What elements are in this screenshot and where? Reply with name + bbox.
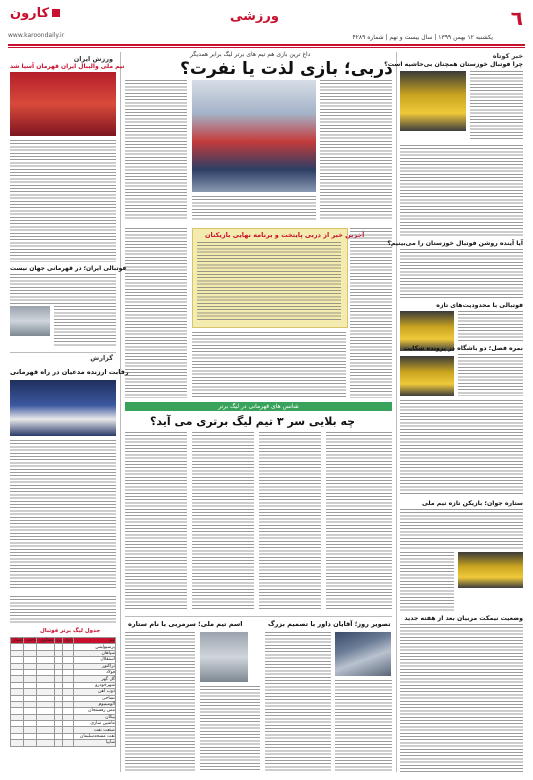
coach-portrait <box>200 632 248 682</box>
center-article-text-2 <box>320 80 392 220</box>
league-table-title: جدول لیگ برتر فوتبال <box>40 628 101 634</box>
right-article-text-7 <box>400 509 523 549</box>
highlight-box-text <box>197 242 341 322</box>
right-sub5: وضعیت نیمکت مربیان بعد از هفته جدید <box>404 615 523 622</box>
action-photo <box>458 552 523 588</box>
column-divider <box>120 52 121 772</box>
right-sub4: ستاره جوان؛ بازیکن تازه تیم ملی <box>421 500 523 507</box>
main-headline: دربی؛ بازی لذت یا نفرت؟ <box>180 59 393 79</box>
second-headline: چه بلایی سر ۳ تیم لیگ برتری می آید؟ <box>150 415 356 428</box>
green-banner: شانس های قهرمانی در لیگ برتر <box>125 402 392 411</box>
right-article-text <box>470 71 523 141</box>
right-article-text-5 <box>458 354 523 396</box>
team-cell: تیم <box>74 638 116 644</box>
center-article-text <box>125 80 187 220</box>
left-subhead: فوتبالی ایران؛ در قهرمانی جهان نیست <box>10 265 127 272</box>
header-rule <box>8 44 525 46</box>
right-article-text-8 <box>400 552 454 612</box>
right-sub2: فوتبالی با محدودیت‌های تازه <box>436 302 523 309</box>
left-article-text <box>10 140 116 262</box>
main-kicker: داغ ترین بازی هم تیم های برتر لیگ برابر همدیگر <box>190 51 311 58</box>
table-row <box>11 740 116 746</box>
second-article-text <box>125 432 187 610</box>
newspaper-logo: کارون <box>10 6 60 21</box>
logo-mark-icon <box>52 9 60 17</box>
team-cell: آلومینیوم <box>74 701 116 707</box>
center-caption-text <box>192 196 316 220</box>
left-article-text-5 <box>10 596 116 624</box>
stat-cell: مساوی <box>37 638 54 644</box>
column-divider <box>396 52 397 772</box>
team-cell: تراکتور <box>74 663 116 669</box>
stat-cell: برد <box>56 638 62 644</box>
team-cell: سپاهان <box>74 650 116 656</box>
left-article-text-4 <box>10 440 116 590</box>
right-sub1: آیا آینده روشن فوتبال خوزستان را می‌بینیم؟ <box>387 240 523 247</box>
center-rule <box>125 616 392 617</box>
team-cell: نساجی <box>74 695 116 701</box>
dateline: یکشنبه ۱۲ بهمن ۱۳۹۹ | سال بیست و نهم | شماره ۴۲۸۹ <box>352 34 493 41</box>
team-cell: صنعت نفت <box>74 727 116 733</box>
sub-article-left-text-2 <box>200 686 260 772</box>
left-mid-headline: رقابت ارزنده مدعیان در راه قهرمانی <box>10 368 129 376</box>
right-article-text-4 <box>458 311 523 341</box>
team-cell: پرسپولیس <box>74 644 116 650</box>
team-photo <box>10 380 116 436</box>
team-cell: فولاد <box>74 669 116 675</box>
left-mid-label: گزارش <box>90 354 113 362</box>
stat-cell: امتیاز <box>11 638 24 644</box>
team-yellow-photo <box>400 71 466 131</box>
sub-article-right-text <box>265 632 331 772</box>
team-cell: استقلال <box>74 657 116 663</box>
highlight-box-title: آخرین خبر از دربی پایتخت و برنامه نهایی بازیکنان <box>205 231 365 239</box>
team-cell: نفت مسجدسلیمان <box>74 733 116 739</box>
second-article-text-2 <box>192 432 254 610</box>
sub-article-right-title: تصویر روز؛ آقایان داور با تصمیم بزرگ <box>268 620 391 628</box>
right-top-label: خبر کوتاه <box>492 52 523 60</box>
team-cell: پیکان <box>74 714 116 720</box>
right-top-headline: چرا فوتبال خوزستان همچنان بی‌حاشیه است؟ <box>384 61 523 68</box>
section-title: ورزشی <box>230 9 279 24</box>
center-article-text-3 <box>125 228 187 398</box>
right-sub3: نمره فصل؛ دو باشگاه در پرونده شکایت <box>403 345 523 352</box>
team-cell: مس رفسنجان <box>74 708 116 714</box>
team-cell: ماشین سازی <box>74 721 116 727</box>
team-cell: شهرخودرو <box>74 682 116 688</box>
stat-cell <box>62 740 73 746</box>
left-article-text-2 <box>10 274 116 304</box>
left-top-headline: تیم ملی والیبال ایران قهرمان آسیا شد <box>10 63 125 70</box>
sub-article-right-text-2 <box>335 680 392 772</box>
stat-cell <box>24 740 37 746</box>
right-article-text-3 <box>400 249 523 299</box>
league-table <box>10 637 116 747</box>
right-article-text-9 <box>400 624 523 772</box>
left-article-text-3 <box>54 306 116 346</box>
stat-cell <box>11 740 24 746</box>
team-cell: ذوب آهن <box>74 689 116 695</box>
center-article-text-5 <box>192 332 346 398</box>
page-number: ٦ <box>510 6 523 30</box>
match-photo <box>400 356 454 396</box>
header-rule-thin <box>8 47 525 48</box>
team-cell: گل گهر <box>74 676 116 682</box>
referee-photo <box>335 632 391 676</box>
stat-cell <box>37 740 54 746</box>
right-article-text-6 <box>400 400 523 496</box>
stat-cell: باخت <box>24 638 37 644</box>
second-article-text-3 <box>259 432 321 610</box>
derby-match-photo <box>192 80 316 192</box>
left-rule <box>10 352 116 353</box>
stat-cell: بازی <box>62 638 73 644</box>
sub-article-left-title: اسم تیم ملی؛ سرمربی با نام ستاره <box>128 620 243 628</box>
center-article-text-4 <box>350 228 392 398</box>
player-portrait <box>10 306 50 336</box>
site-url[interactable]: www.karoondaily.ir <box>8 32 65 39</box>
stat-cell <box>54 740 62 746</box>
right-article-text-2 <box>400 145 523 237</box>
volleyball-photo <box>10 72 116 136</box>
sub-article-left-text <box>125 632 195 772</box>
second-article-text-4 <box>326 432 392 610</box>
left-top-label: ورزش ایران <box>73 55 113 63</box>
team-cell: سایپا <box>74 740 116 746</box>
